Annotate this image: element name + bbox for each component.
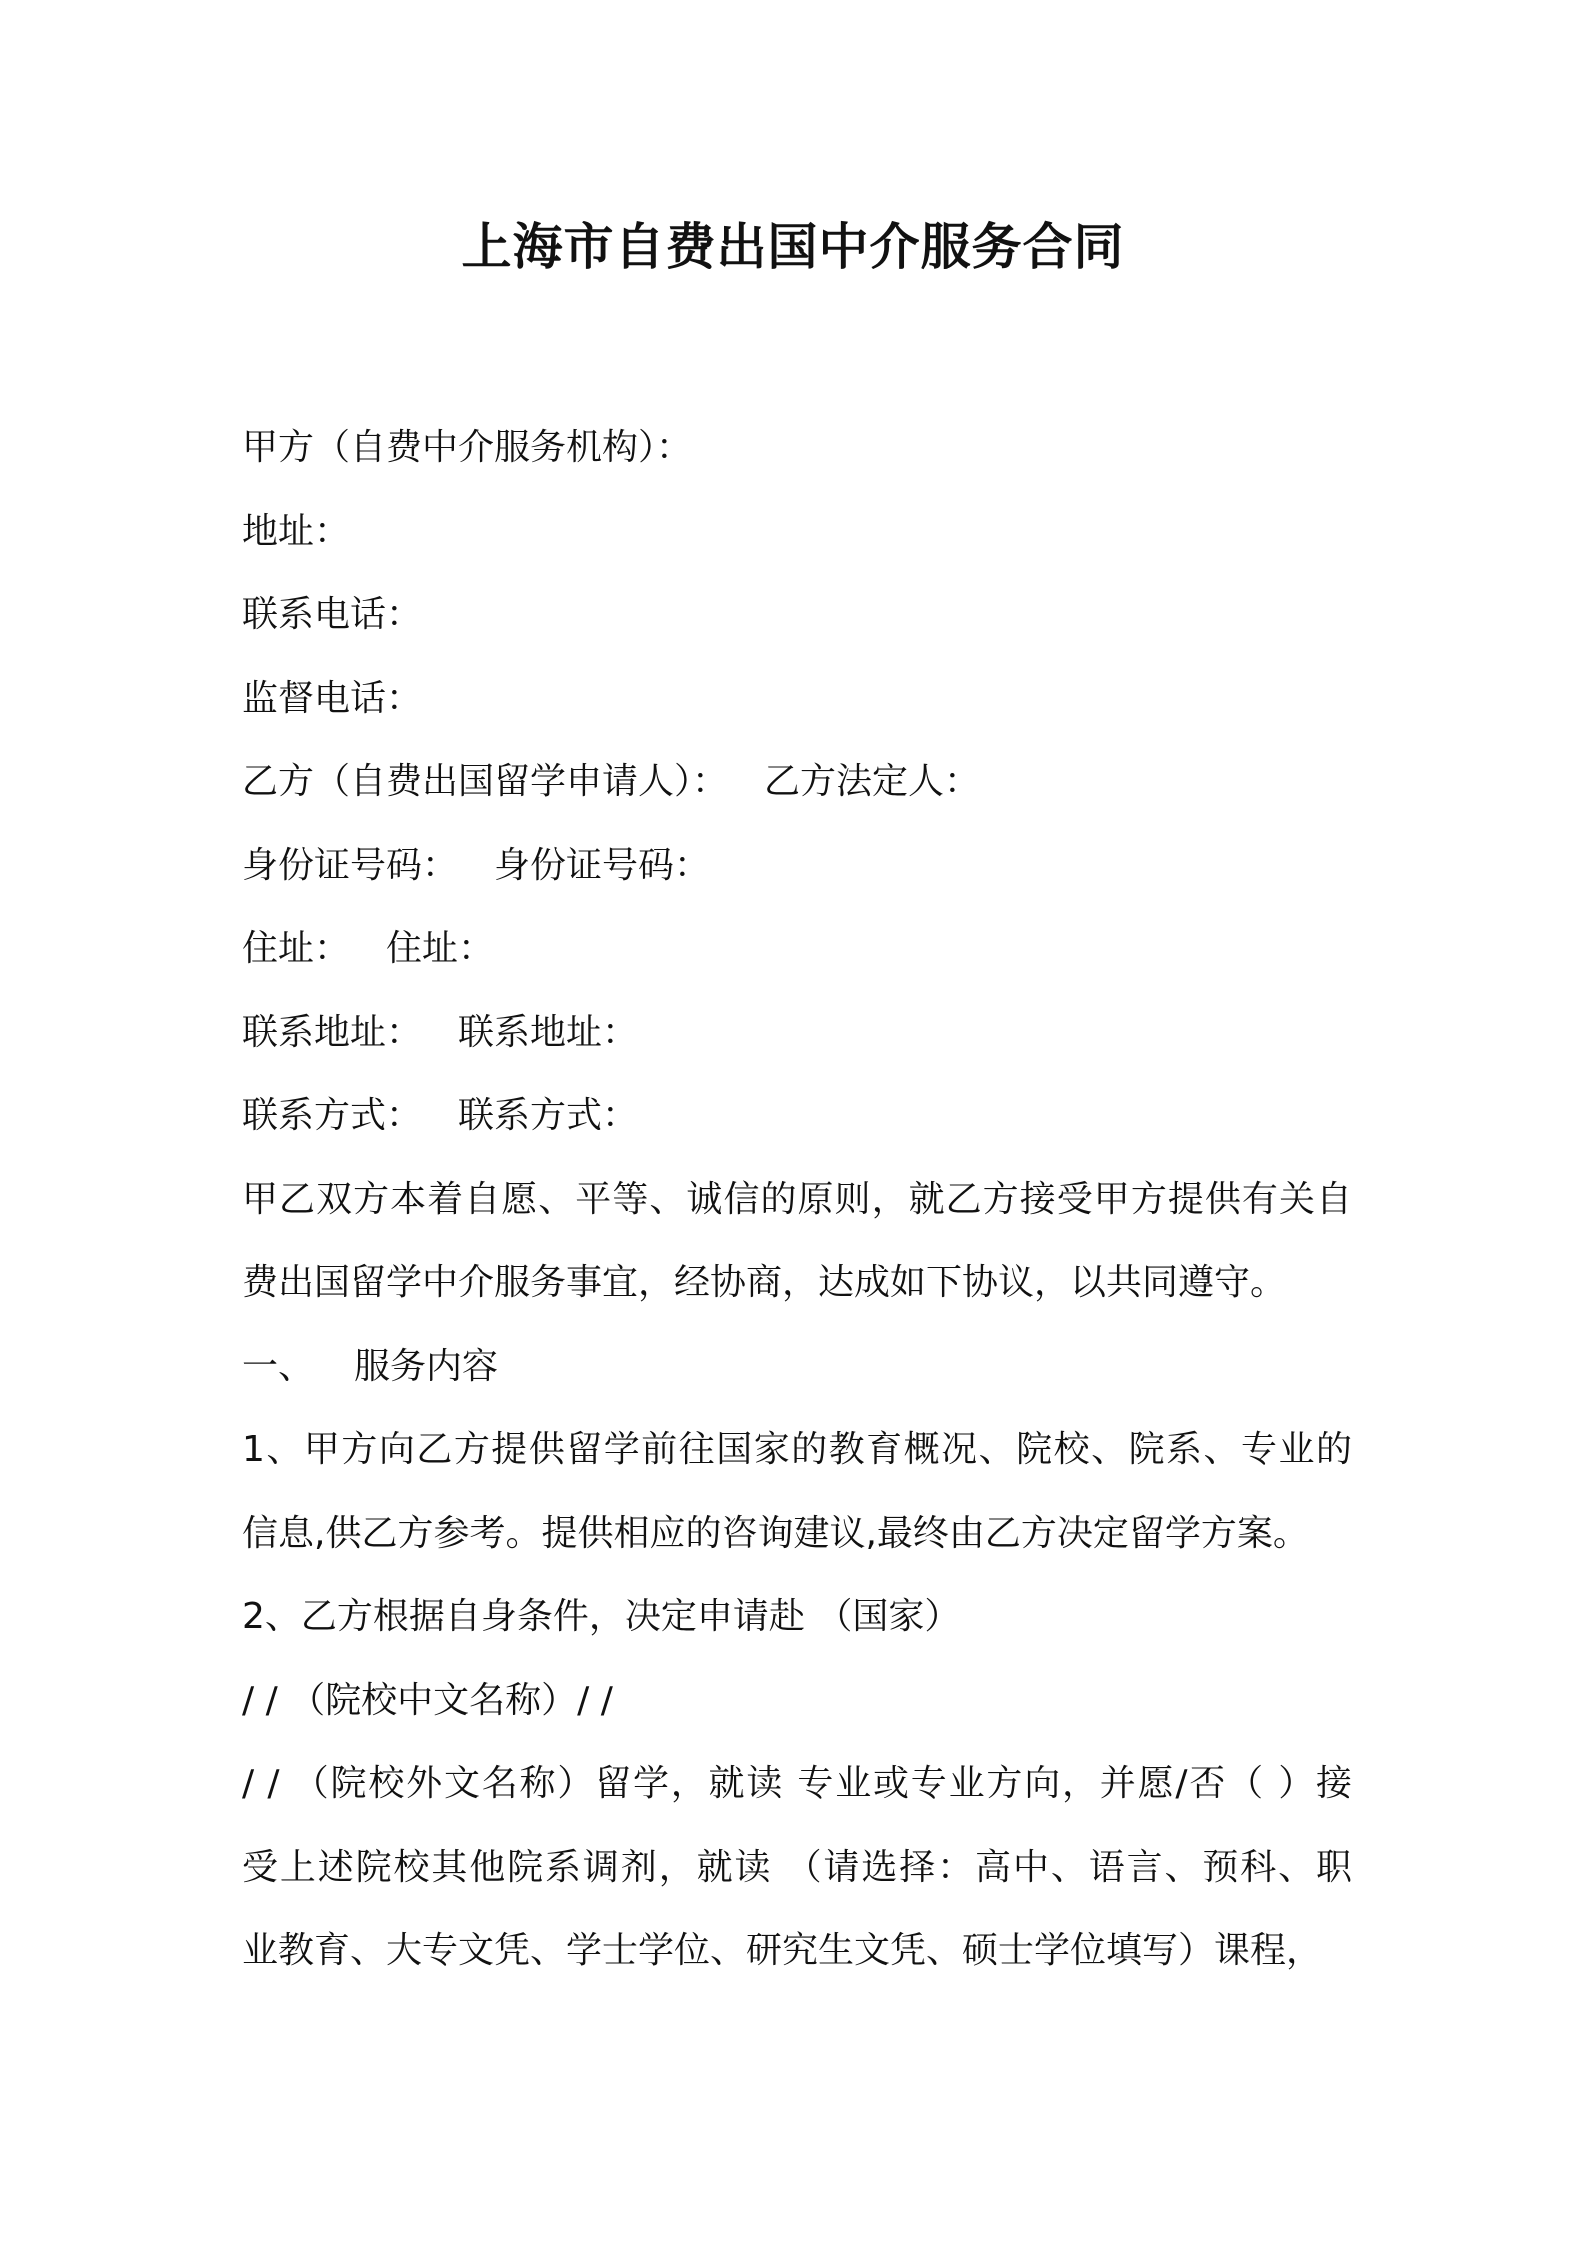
- party-a-line: 甲方（自费中介服务机构）：: [242, 427, 693, 468]
- clause-2-line-4: 受上述院校其他院系调剂，就读 （请选择：高中、语言、预科、职: [242, 1846, 1352, 1888]
- address-line: 地址：: [242, 510, 351, 552]
- party-b-guardian-label: 乙方法定人：: [764, 761, 981, 802]
- clause-2-line-1: 2、乙方根据自身条件，决定申请赴 （国家）: [242, 1596, 961, 1637]
- contact-address-label-2: 联系地址：: [458, 1011, 639, 1053]
- contact-method-label-2: 联系方式：: [458, 1095, 639, 1136]
- clause-1-line-1: 1、甲方向乙方提供留学前往国家的教育概况、院校、院系、专业的: [242, 1429, 1352, 1470]
- contact-address-label: 联系地址：: [242, 1011, 423, 1053]
- party-b-label: 乙方（自费出国留学申请人）：: [242, 761, 729, 802]
- section-1-title: 服务内容: [354, 1345, 499, 1387]
- contact-address-line: [242, 991, 1352, 1075]
- clause-2-line-3: / / （院校外文名称）留学，就读 专业或专业方向，并愿/否（ ）接: [242, 1763, 1352, 1804]
- section-1-heading: [242, 1325, 1352, 1409]
- contact-phone-line: 联系电话：: [242, 594, 423, 635]
- section-1-number: 一、: [242, 1345, 315, 1387]
- preamble-line-2: 费出国留学中介服务事宜，经协商，达成如下协议，以共同遵守。: [242, 1262, 1287, 1303]
- id-number-line: [242, 824, 1352, 908]
- party-b-line: [242, 740, 1352, 824]
- residence-label-2: 住址：: [386, 928, 495, 969]
- preamble-line-1: 甲乙双方本着自愿、平等、诚信的原则，就乙方接受甲方提供有关自: [242, 1178, 1352, 1220]
- contact-method-label: 联系方式：: [242, 1095, 423, 1136]
- residence-line: [242, 907, 1352, 991]
- residence-label: 住址：: [242, 928, 351, 969]
- id-number-label-2: 身份证号码：: [494, 844, 711, 886]
- clause-2-line-5: 业教育、大专文凭、学士学位、研究生文凭、硕士学位填写）课程，: [242, 1930, 1323, 1971]
- id-number-label: 身份证号码：: [242, 844, 459, 886]
- document-title: 上海市自费出国中介服务合同: [461, 218, 1125, 276]
- clause-2-line-2: / / （院校中文名称）/ /: [242, 1679, 613, 1721]
- document-body: [242, 406, 1352, 1993]
- contact-method-line: [242, 1074, 1352, 1158]
- clause-1-line-2: 信息,供乙方参考。提供相应的咨询建议,最终由乙方决定留学方案。: [242, 1512, 1309, 1554]
- supervision-phone-line: 监督电话：: [242, 677, 423, 719]
